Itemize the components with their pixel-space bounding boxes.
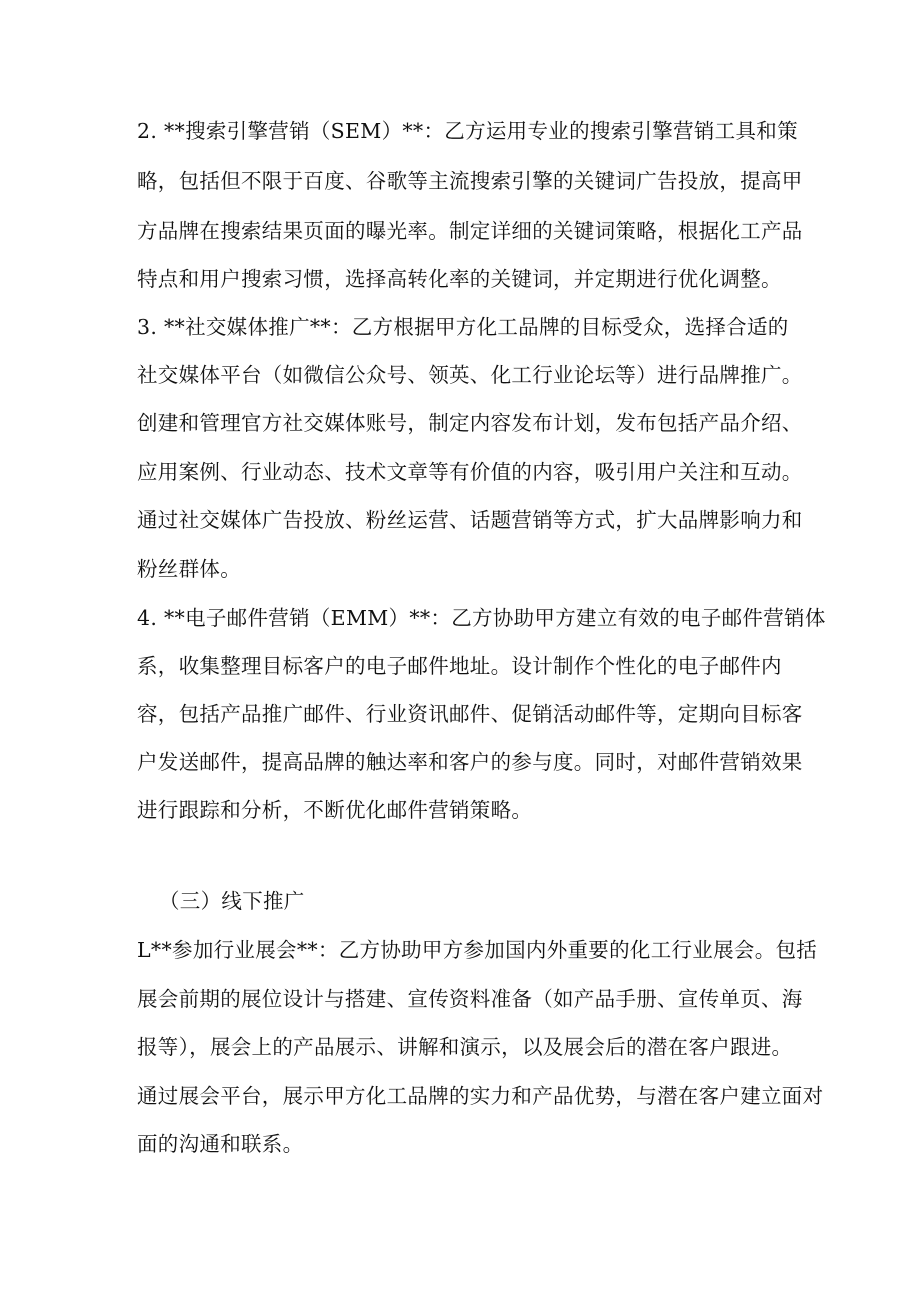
paragraph-line: 面的沟通和联系。	[137, 1132, 304, 1156]
paragraph-line: 粉丝群体。	[137, 557, 241, 581]
section-heading: （三）线下推广	[159, 889, 305, 913]
paragraph-line: 创建和管理官方社交媒体账号，制定内容发布计划，发布包括产品介绍、	[137, 411, 803, 435]
paragraph-line: 户发送邮件，提高品牌的触达率和客户的参与度。同时，对邮件营销效果	[137, 750, 803, 774]
paragraph-line: 4. **电子邮件营销（EMM）**：乙方协助甲方建立有效的电子邮件营销体	[137, 606, 826, 630]
paragraph-line: 3. **社交媒体推广**：乙方根据甲方化工品牌的目标受众，选择合适的	[137, 315, 789, 339]
paragraph-line: 系，收集整理目标客户的电子邮件地址。设计制作个性化的电子邮件内	[137, 654, 782, 678]
paragraph-line: 展会前期的展位设计与搭建、宣传资料准备（如产品手册、宣传单页、海	[137, 987, 803, 1011]
paragraph-line: 进行跟踪和分析，不断优化邮件营销策略。	[137, 798, 533, 822]
paragraph-line: L**参加行业展会**：乙方协助甲方参加国内外重要的化工行业展会。包括	[137, 938, 818, 962]
paragraph-line: 应用案例、行业动态、技术文章等有价值的内容，吸引用户关注和互动。	[137, 460, 803, 484]
paragraph-line: 容，包括产品推广邮件、行业资讯邮件、促销活动邮件等，定期向目标客	[137, 702, 803, 726]
paragraph-line: 通过社交媒体广告投放、粉丝运营、话题营销等方式，扩大品牌影响力和	[137, 508, 803, 532]
paragraph-line: 方品牌在搜索结果页面的曝光率。制定详细的关键词策略，根据化工产品	[137, 219, 803, 243]
paragraph-line: 报等），展会上的产品展示、讲解和演示，以及展会后的潜在客户跟进。	[137, 1035, 793, 1059]
paragraph-line: 2. **搜索引擎营销（SEM）**：乙方运用专业的搜索引擎营销工具和策	[137, 119, 798, 143]
paragraph-line: 略，包括但不限于百度、谷歌等主流搜索引擎的关键词广告投放，提高甲	[137, 169, 803, 193]
paragraph-line: 社交媒体平台（如微信公众号、领英、化工行业论坛等）进行品牌推广。	[137, 363, 803, 387]
paragraph-line: 特点和用户搜索习惯，选择高转化率的关键词，并定期进行优化调整。	[137, 267, 782, 291]
paragraph-line: 通过展会平台，展示甲方化工品牌的实力和产品优势，与潜在客户建立面对	[137, 1084, 824, 1108]
